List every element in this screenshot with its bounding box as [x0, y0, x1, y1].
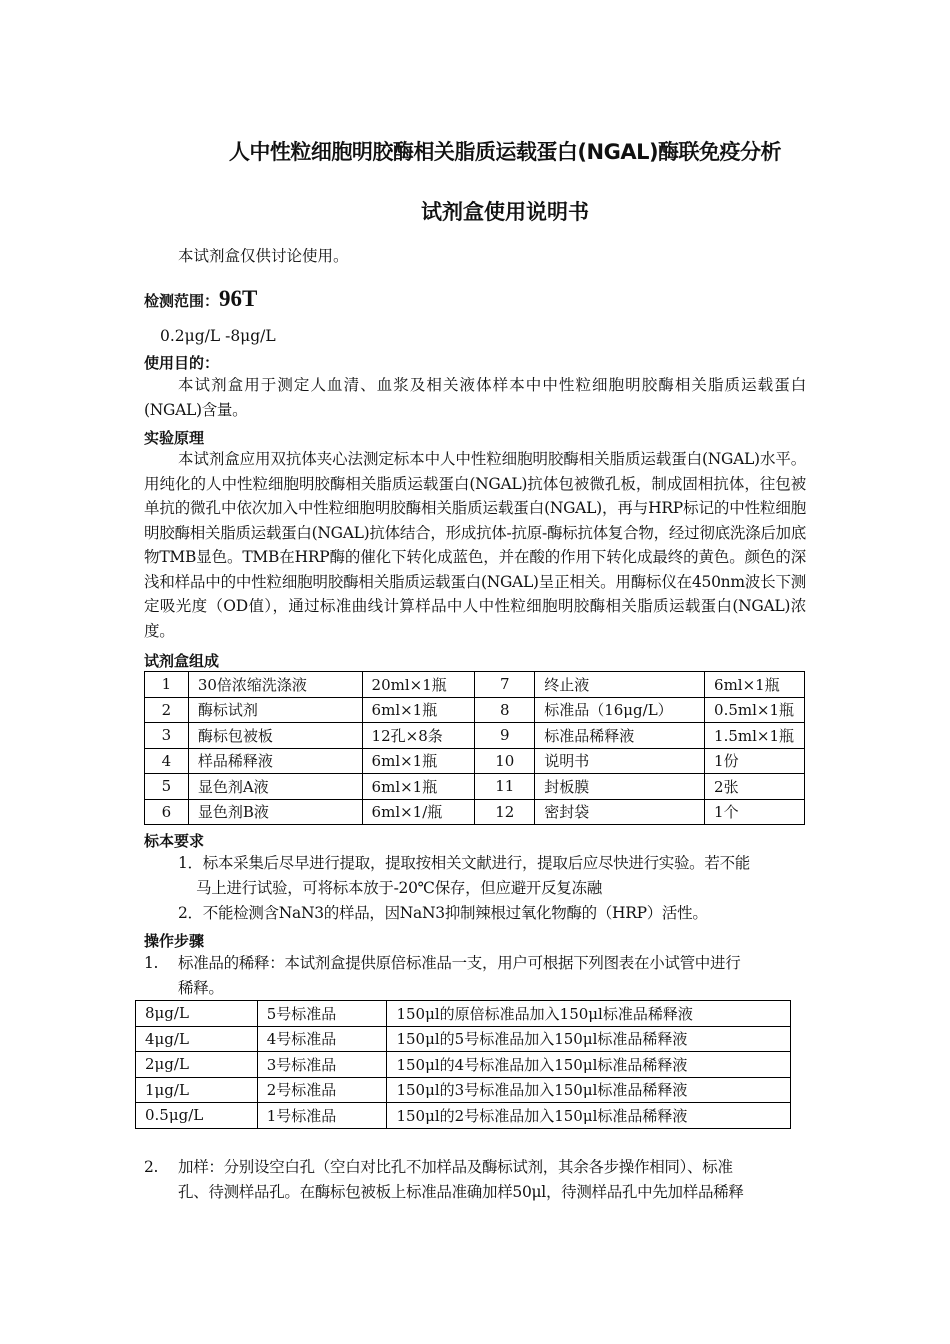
kit-table-row	[145, 748, 805, 774]
kit-table-cell: 10	[475, 748, 535, 774]
specimen-item-2: 2．不能检测含NaN3的样品，因NaN3抑制辣根过氧化物酶的（HRP）活性。	[178, 904, 708, 922]
kit-table-cell: 20ml×1瓶	[362, 672, 475, 698]
dilution-table-cell: 150μl的4号标准品加入150μl标准品稀释液	[387, 1052, 791, 1078]
dilution-table-cell: 150μl的5号标准品加入150μl标准品稀释液	[387, 1026, 791, 1052]
kit-table-cell: 1个	[705, 799, 805, 825]
range-concentration: 0.2μg/L -8μg/L	[160, 327, 276, 345]
kit-table-cell: 12孔×8条	[362, 723, 475, 749]
step1-line2: 稀释。	[178, 979, 224, 997]
kit-table-cell: 0.5ml×1瓶	[705, 697, 805, 723]
step2-line2: 孔、待测样品孔。在酶标包被板上标准品准确加样50μl，待测样品孔中先加样品稀释	[178, 1183, 744, 1201]
range-label: 检测范围：	[144, 292, 220, 310]
steps-heading: 操作步骤	[144, 932, 205, 950]
purpose-text: 本试剂盒用于测定人血清、血浆及相关液体样本中中性粒细胞明胶酶相关脂质运载蛋白(NGAL)含量。	[144, 376, 806, 419]
dilution-table-cell: 5号标准品	[257, 1001, 387, 1027]
dilution-table-row	[136, 1077, 791, 1103]
kit-table-cell: 11	[475, 774, 535, 800]
kit-table-cell: 7	[475, 672, 535, 698]
specimen-item-1-line1: 1．标本采集后尽早进行提取，提取按相关文献进行，提取后应尽快进行实验。若不能	[178, 854, 750, 872]
kit-table-row	[145, 672, 805, 698]
kit-table-cell: 密封袋	[535, 799, 705, 825]
kit-table	[144, 671, 805, 825]
intro-text: 本试剂盒仅供讨论使用。	[178, 247, 349, 265]
kit-table-cell: 终止液	[535, 672, 705, 698]
kit-table-cell: 6ml×1瓶	[362, 748, 475, 774]
principle-heading: 实验原理	[144, 429, 205, 447]
kit-table-cell: 封板膜	[535, 774, 705, 800]
kit-table-cell: 6ml×1瓶	[362, 697, 475, 723]
kit-table-cell: 2张	[705, 774, 805, 800]
document-title-line2: 试剂盒使用说明书	[421, 200, 589, 224]
dilution-table-cell: 4号标准品	[257, 1026, 387, 1052]
specimen-item-1-line2: 马上进行试验，可将标本放于-20℃保存，但应避开反复冻融	[196, 879, 602, 897]
step1-line1: 标准品的稀释：本试剂盒提供原倍标准品一支，用户可根据下列图表在小试管中进行	[178, 954, 741, 972]
dilution-table-cell: 150μl的原倍标准品加入150μl标准品稀释液	[387, 1001, 791, 1027]
kit-table-cell: 1.5ml×1瓶	[705, 723, 805, 749]
kit-table-cell: 6ml×1/瓶	[362, 799, 475, 825]
kit-table-cell: 1	[145, 672, 189, 698]
kit-table-cell: 8	[475, 697, 535, 723]
dilution-table-cell: 150μl的2号标准品加入150μl标准品稀释液	[387, 1103, 791, 1129]
kit-table-row	[145, 799, 805, 825]
kit-table-cell: 4	[145, 748, 189, 774]
kit-table-cell: 9	[475, 723, 535, 749]
kit-table-cell: 显色剂A液	[188, 774, 362, 800]
dilution-table-cell: 3号标准品	[257, 1052, 387, 1078]
dilution-table-cell: 2号标准品	[257, 1077, 387, 1103]
step2-number: 2.	[144, 1158, 159, 1176]
kit-table-row	[145, 697, 805, 723]
kit-table-cell: 6	[145, 799, 189, 825]
kit-table-cell: 样品稀释液	[188, 748, 362, 774]
kit-heading: 试剂盒组成	[144, 652, 220, 670]
range-row	[144, 286, 257, 312]
kit-table-row	[145, 723, 805, 749]
step1-number: 1.	[144, 954, 159, 972]
kit-table-cell: 5	[145, 774, 189, 800]
step2-line1: 加样：分别设空白孔（空白对比孔不加样品及酶标试剂，其余各步操作相同）、标准	[178, 1158, 733, 1176]
dilution-table-cell: 150μl的3号标准品加入150μl标准品稀释液	[387, 1077, 791, 1103]
dilution-table-cell: 8μg/L	[136, 1001, 258, 1027]
dilution-table-row	[136, 1103, 791, 1129]
dilution-table-row	[136, 1001, 791, 1027]
dilution-table	[135, 1000, 791, 1129]
kit-table-cell: 2	[145, 697, 189, 723]
kit-table-cell: 酶标试剂	[188, 697, 362, 723]
kit-table-cell: 12	[475, 799, 535, 825]
kit-table-cell: 6ml×1瓶	[362, 774, 475, 800]
kit-table-cell: 30倍浓缩洗涤液	[188, 672, 362, 698]
kit-table-cell: 标准品（16μg/L）	[535, 697, 705, 723]
kit-table-cell: 酶标包被板	[188, 723, 362, 749]
dilution-table-cell: 2μg/L	[136, 1052, 258, 1078]
dilution-table-cell: 1μg/L	[136, 1077, 258, 1103]
purpose-heading: 使用目的：	[144, 354, 220, 372]
kit-table-cell: 标准品稀释液	[535, 723, 705, 749]
kit-table-cell: 3	[145, 723, 189, 749]
range-value: 96T	[219, 286, 258, 311]
kit-table-cell: 说明书	[535, 748, 705, 774]
kit-table-cell: 6ml×1瓶	[705, 672, 805, 698]
dilution-table-row	[136, 1026, 791, 1052]
kit-table-row	[145, 774, 805, 800]
kit-table-cell: 1份	[705, 748, 805, 774]
principle-text: 本试剂盒应用双抗体夹心法测定标本中人中性粒细胞明胶酶相关脂质运载蛋白(NGAL)水平。用纯化的人中性粒细胞明胶酶相关脂质运载蛋白(NGAL)抗体包被微孔板，制成固相抗体，往包被单抗的微孔中依次加入中性粒细胞明胶酶相关脂质运载蛋白(NGAL)，再与HRP标记的中性粒细胞明胶酶相关脂质运载蛋白(NGAL)抗体结合，形成抗体-抗原-酶标抗体复合物，经过彻底洗涤后加底物TMB显色。TMB在HRP酶的催化下转化成蓝色，并在酸的作用下转化成最终的黄色。颜色的深浅和样品中的中性粒细胞明胶酶相关脂质运载蛋白(NGAL)呈正相关。用酶标仪在450nm波长下测定吸光度（OD值），通过标准曲线计算样品中人中性粒细胞明胶酶相关脂质运载蛋白(NGAL)浓度。	[144, 450, 806, 640]
specimen-heading: 标本要求	[144, 832, 205, 850]
dilution-table-cell: 1号标准品	[257, 1103, 387, 1129]
document-title-line1: 人中性粒细胞明胶酶相关脂质运载蛋白(NGAL)酶联免疫分析	[228, 140, 782, 164]
dilution-table-cell: 4μg/L	[136, 1026, 258, 1052]
dilution-table-row	[136, 1052, 791, 1078]
kit-table-cell: 显色剂B液	[188, 799, 362, 825]
dilution-table-cell: 0.5μg/L	[136, 1103, 258, 1129]
